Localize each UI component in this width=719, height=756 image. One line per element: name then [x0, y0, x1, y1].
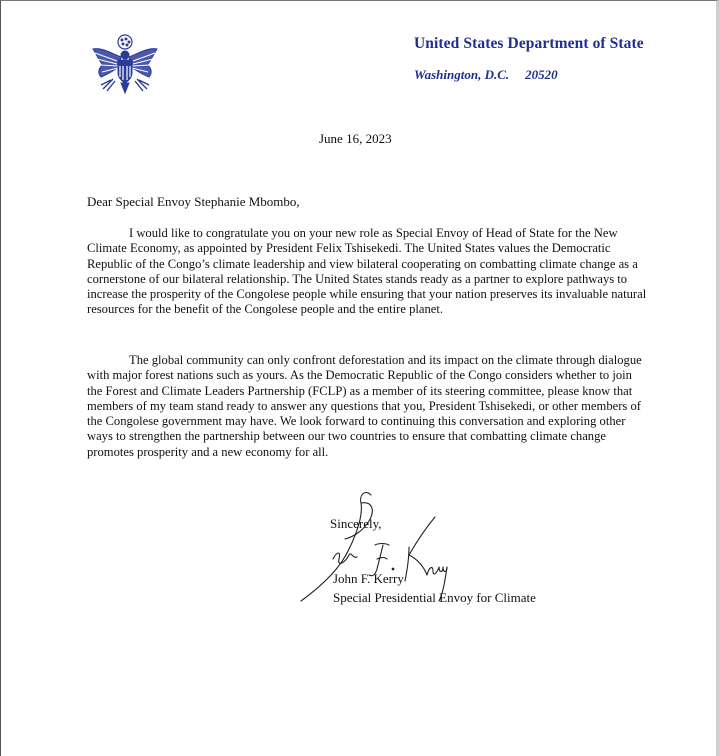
- handwritten-signature-icon: [293, 489, 453, 605]
- letterhead-address: [414, 67, 714, 83]
- closing: Sincerely,: [330, 516, 382, 531]
- signer-name: John F. Kerry: [333, 571, 404, 586]
- letterhead-zip: 20520: [525, 67, 558, 82]
- body-paragraph-1: I would like to congratulate you on your new role as Special Envoy of Head of State for the New Climate Economy, as appointed by President Felix Tshisekedi. The United States values the Democratic Republic of the Congo’s climate leadership and view bilateral cooperating on combatting climate change as a cornerstone of our bilateral relationship. The United States stands ready as a partner to explore pathways to increase the prosperity of the Congolese people while ensuring that your nation preserves its invaluable natural resources for the benefit of the Congolese people and the entire planet.: [87, 226, 647, 317]
- letter-date: June 16, 2023: [319, 131, 392, 146]
- department-name: United States Department of State: [414, 35, 644, 52]
- body-paragraph-2: The global community can only confront deforestation and its impact on the climate through dialogue with major forest nations such as yours. As the Democratic Republic of the Congo considers whether to join the Forest and Climate Leaders Partnership (FCLP) as a member of its steering committee, please know that members of my team stand ready to answer any questions that you, President Tshisekedi, or other members of the Congolese government may have. We look forward to continuing this conversation and exploring other ways to strengthen the partnership between our two countries to ensure that combatting climate change promotes prosperity and a new economy for all.: [87, 353, 642, 459]
- signer-title: Special Presidential Envoy for Climate: [333, 590, 536, 605]
- great-seal-eagle-icon: [89, 33, 161, 99]
- salutation: Dear Special Envoy Stephanie Mbombo,: [87, 194, 300, 209]
- letterhead: [414, 35, 714, 83]
- letterhead-city: Washington, D.C.: [414, 67, 510, 82]
